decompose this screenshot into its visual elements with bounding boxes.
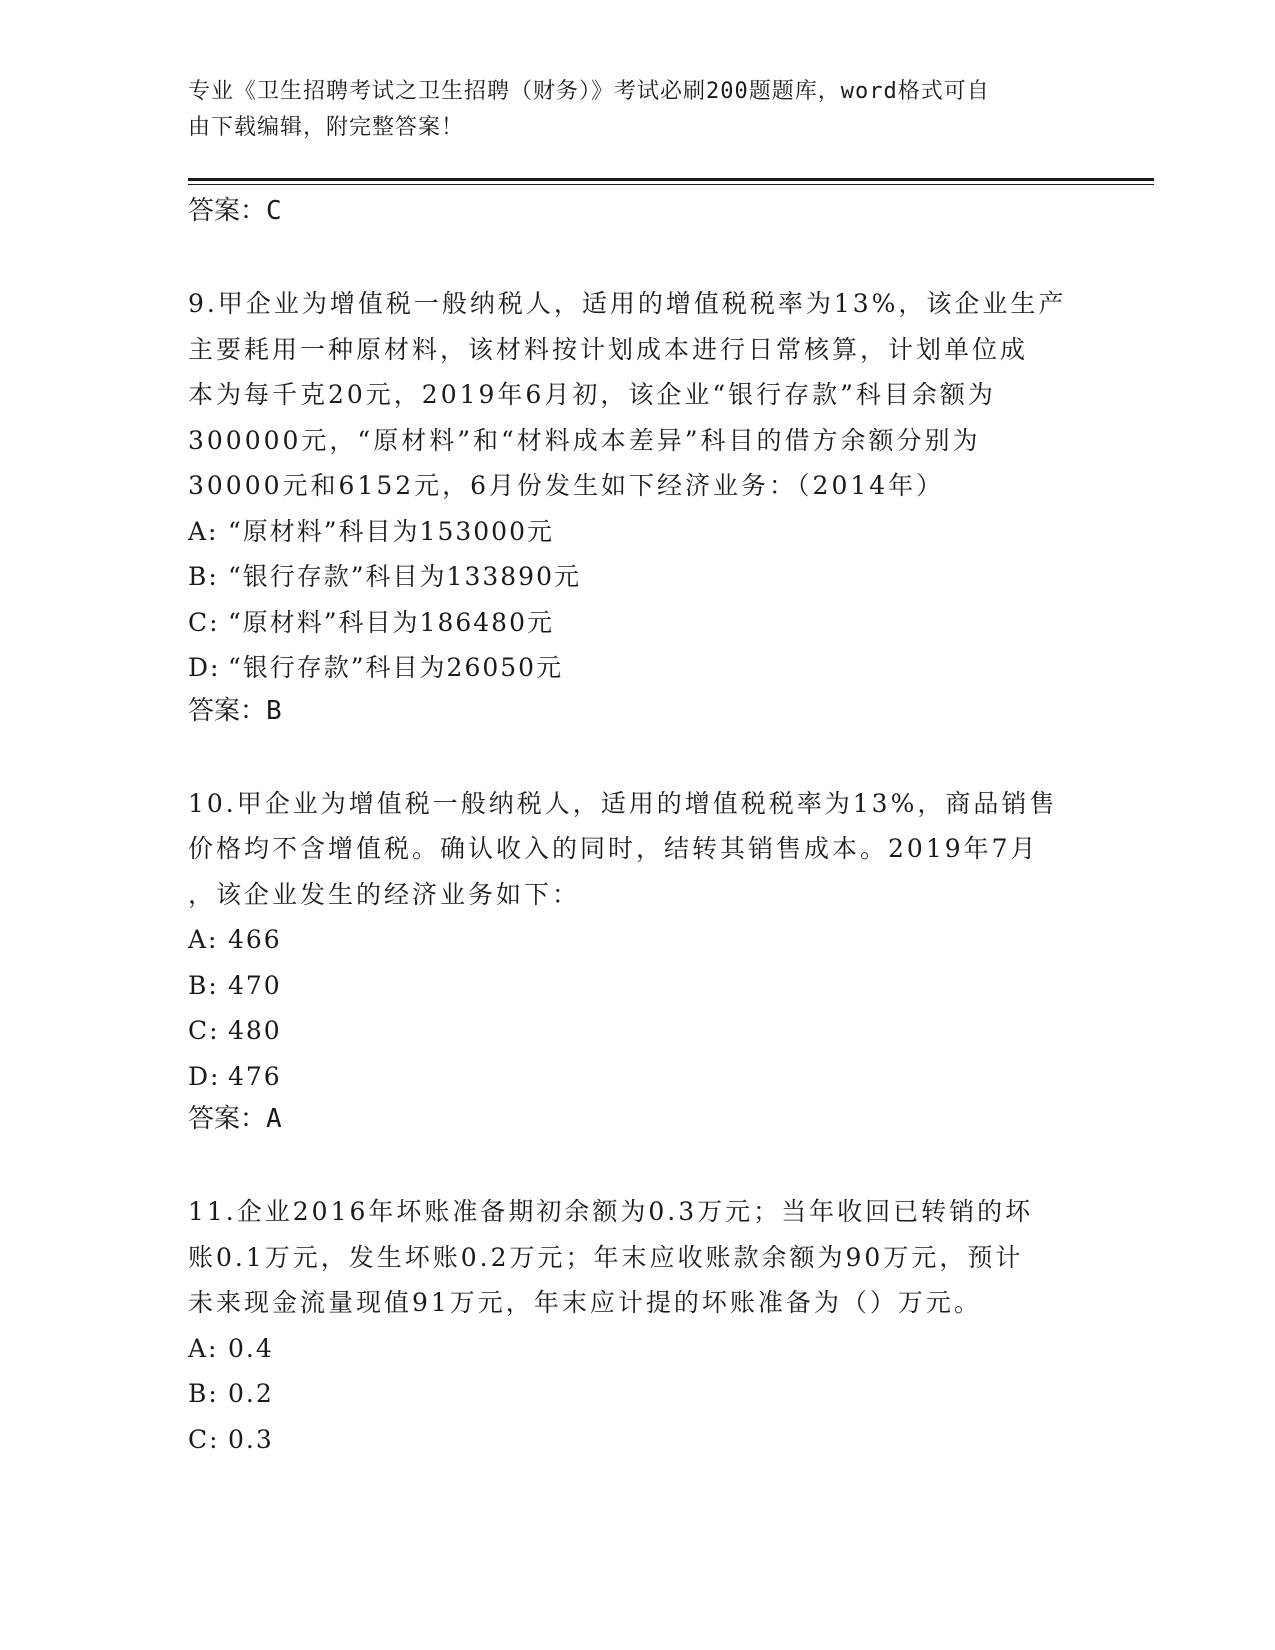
option-a [188, 509, 1088, 555]
spacer [188, 731, 1088, 781]
option-letter: B: [188, 562, 219, 591]
option-c [188, 1008, 1088, 1054]
option-letter: D: [188, 653, 221, 682]
question-stem-line: 价格均不含增值税。确认收入的同时，结转其销售成本。2019年7月 [188, 834, 1039, 863]
question-stem-line: 10.甲企业为增值税一般纳税人，适用的增值税税率为13%，商品销售 [188, 788, 1058, 818]
option-text: “原材料”科目为153000元 [228, 516, 554, 546]
question-content [188, 191, 1088, 1462]
answer-label: 答案： [188, 1104, 267, 1134]
spacer [188, 1139, 1088, 1189]
option-letter: C: [188, 1016, 220, 1045]
option-c [188, 1417, 1088, 1463]
answer-line [188, 191, 1088, 231]
option-b [188, 554, 1088, 600]
question-stem-line: ，该企业发生的经济业务如下： [188, 879, 581, 909]
option-a [188, 1326, 1088, 1372]
option-text: “银行存款”科目为26050元 [228, 653, 564, 682]
option-a [188, 917, 1088, 963]
option-text: 476 [228, 1061, 282, 1091]
question-stem-line: 账0.1万元，发生坏账0.2万元；年末应收账款余额为90万元，预计 [188, 1242, 1024, 1272]
question-11 [188, 1189, 1088, 1462]
option-text: “银行存款”科目为133890元 [228, 562, 581, 591]
page-header [188, 74, 1088, 146]
option-d [188, 645, 1088, 691]
answer-line [188, 691, 1088, 731]
option-letter: A: [188, 1333, 219, 1363]
question-9 [188, 281, 1088, 731]
option-text: 0.4 [228, 1333, 274, 1363]
option-letter: D: [188, 1061, 221, 1091]
option-letter: C: [188, 1424, 220, 1454]
option-letter: B: [188, 970, 219, 1000]
header-line-2: 由下载编辑，附完整答案！ [188, 115, 465, 140]
option-text: “原材料”科目为186480元 [228, 607, 554, 637]
option-d [188, 1054, 1088, 1100]
option-b [188, 1371, 1088, 1417]
answer-value: B [266, 695, 282, 726]
question-10 [188, 781, 1088, 1140]
header-line-1: 专业《卫生招聘考试之卫生招聘（财务）》考试必刷200题题库，word格式可自 [188, 79, 990, 104]
header-divider-thin [188, 184, 1154, 185]
question-stem-line: 300000元，“原材料”和“材料成本差异”科目的借方余额分别为 [188, 425, 981, 455]
option-letter: C: [188, 607, 220, 637]
header-divider-thick [188, 178, 1154, 181]
option-letter: A: [188, 516, 219, 546]
option-text: 0.3 [228, 1424, 274, 1454]
answer-label: 答案： [188, 695, 267, 726]
option-text: 466 [228, 925, 282, 954]
option-text: 470 [228, 970, 282, 1000]
option-text: 480 [228, 1016, 282, 1045]
option-b [188, 963, 1088, 1009]
answer-value: C [266, 196, 282, 226]
option-c [188, 600, 1088, 646]
answer-label: 答案： [188, 196, 267, 226]
question-stem-line: 11.企业2016年坏账准备期初余额为0.3万元；当年收回已转销的坏 [188, 1197, 1034, 1226]
spacer [188, 231, 1088, 281]
question-stem-line: 未来现金流量现值91万元，年末应计提的坏账准备为（）万元。 [188, 1288, 982, 1317]
option-text: 0.2 [228, 1379, 274, 1408]
question-stem-line: 30000元和6152元，6月份发生如下经济业务：（2014年） [188, 471, 945, 500]
answer-value: A [266, 1104, 282, 1134]
question-stem-line: 本为每千克20元，2019年6月初，该企业“银行存款”科目余额为 [188, 380, 996, 409]
answer-line [188, 1099, 1088, 1139]
question-stem-line: 9.甲企业为增值税一般纳税人，适用的增值税税率为13%，该企业生产 [188, 289, 1067, 318]
option-letter: A: [188, 925, 219, 954]
option-letter: B: [188, 1379, 219, 1408]
question-stem-line: 主要耗用一种原材料，该材料按计划成本进行日常核算，计划单位成 [188, 334, 1029, 364]
